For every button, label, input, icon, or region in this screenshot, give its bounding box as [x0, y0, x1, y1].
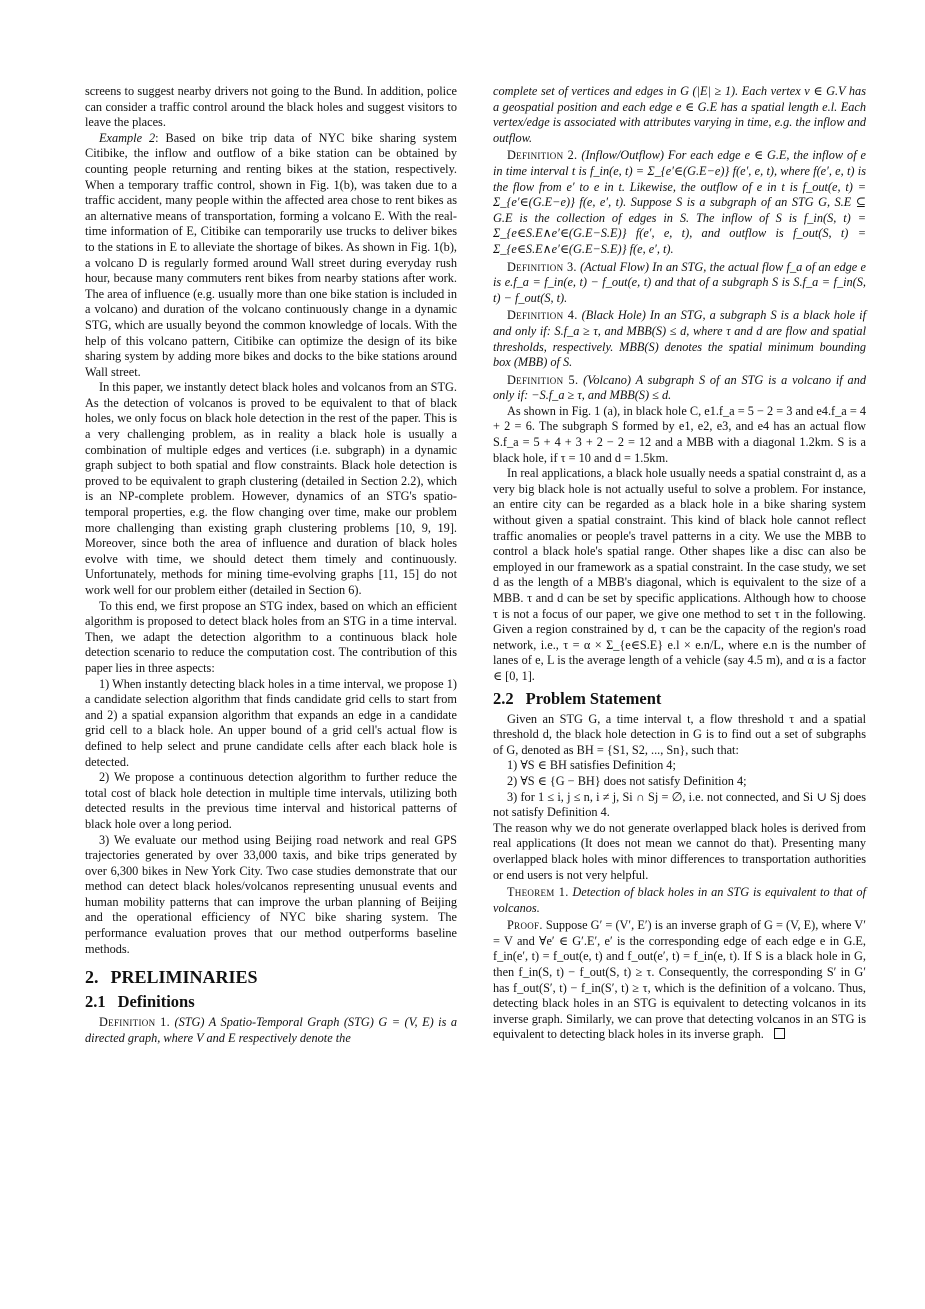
- subsection-title: Definitions: [117, 992, 195, 1012]
- paragraph-overlap-reason: The reason why we do not generate overlapped black holes is derived from real applications (It does not mean we cannot do that). Presenting many overlapped black holes with minor differences to transportation authorities or end users is not very helpful.: [493, 820, 866, 882]
- subsection-title: Problem Statement: [525, 688, 662, 708]
- theorem-1: [493, 885, 866, 916]
- definition-5-label: Definition 5.: [507, 372, 579, 387]
- definition-5: [493, 373, 866, 404]
- definition-1-label: Definition 1.: [99, 1015, 170, 1030]
- qed-square-icon: [774, 1028, 785, 1039]
- definition-2-text: (Inflow/Outflow) For each edge e ∈ G.E, the inflow of e in time interval t is f_in(e, t) = Σ_{e′∈(G.E−e)} f(e′, e, t), where f(e′, e, t) is the flow from e′ to e in t. Likewise, the outflow of e in t is f_out(e, t) = Σ_{e′∈(G.E−e)} f(e, e′, t). Suppose S is a subgraph of an STG G, S.E ⊆ G.E is the collection of edges in S. The inflow of S is f_in(S, t) = Σ_{e∈S.E∧e′∈(G.E−S.E)} f(e′, e, t), and outflow is f_out(S, t) = Σ_{e∈S.E∧e′∈(G.E−S.E)} f(e, e′, t).: [493, 148, 866, 256]
- definition-1-continuation-text: complete set of vertices and edges in G (|E| ≥ 1). Each vertex v ∈ G.V has a geospatial position and each edge e ∈ G.E has a spatial length e.l. Each vertex/edge is associated with attributes varying in time, e.g. the inflow and outflow.: [493, 84, 866, 145]
- paragraph-problem-statement: Given an STG G, a time interval t, a flow threshold τ and a spatial threshold d, the black hole detection in G is to find out a set of subgraphs of G, denoted as BH = {S1, S2, ..., Sn}, such that:: [493, 711, 866, 757]
- definition-4-text: (Black Hole) In an STG, a subgraph S is a black hole if and only if: S.f_a ≥ τ, and MBB(S) ≤ d, where τ and d are flow and spatial thresholds, respectively. MBB(S) denotes the spatial minimum bounding box (MBB) of S.: [493, 308, 866, 370]
- example-2-label: Example 2: [99, 130, 156, 145]
- proof-label: Proof.: [507, 918, 543, 933]
- definition-1-continuation: [493, 84, 866, 146]
- definition-1: [85, 1015, 457, 1046]
- section-number: 2.: [85, 967, 99, 988]
- proof: [493, 918, 866, 1043]
- definition-5-text: (Volcano) A subgraph S of an STG is a volcano if and only if: −S.f_a ≥ τ, and MBB(S) ≤ d.: [493, 372, 866, 403]
- paragraph-real-applications: In real applications, a black hole usually needs a spatial constraint d, as a very big black hole is not actually useful to solve a problem. For instance, an entire city can be regarded as a black hole in a bike sharing system without given a spatial constraint. This kind of black hole cannot reflect traffic anomalies or people's travel patterns in a city. We use the MBB to control a black hole's spatial range. Other shapes like a disc can also be employed in our framework as a spatial constraint. In the case study, we set d as the length of a MBB's diagonal, which is equivalent to the size of a MBB. τ and d can be set by specific applications. Although how to choose τ is not a focus of our paper, we give one method to set τ in the following. Given a region constrained by d, τ can be the capacity of the region's road network, i.e., τ = α × Σ_{e∈S.E} e.l × e.n/L, where e.n is the number of lanes of e, L is the average length of a vehicle (say 4.5 m), and α is a factor ∈ [0, 1].: [493, 466, 866, 683]
- definition-1-text: (STG) A Spatio-Temporal Graph (STG) G = (V, E) is a directed graph, where V and E respectively denote the: [85, 1015, 458, 1045]
- paragraph-intro-continuation: screens to suggest nearby drivers not going to the Bund. In addition, police can consider a traffic control around the black holes and suggest visitors to leave the places.: [85, 84, 457, 130]
- right-column: [493, 84, 866, 1043]
- paragraph-contribution-intro: In this paper, we instantly detect black holes and volcanos from an STG. As the detection of volcanos is proved to be equivalent to that of black holes, we only focus on black hole detection in the rest of the paper. This is a very challenging problem, as in reality a black hole is usually a combination of multiple edges and vertices (i.e. subgraph) in a dynamic graph subject to both spatial and flow constraints. Black hole detection is proved to be equivalent to graph clustering (detailed in Section 2.2), which is an NP-complete problem. However, dynamics of an STG's spatio-temporal properties, e.g. the flow changing over time, make our problem more challenging than existing graph clustering problems [10, 9, 19]. Moreover, since both the area of influence and duration of black holes evolve with time, we should detect them timely and continuously. Unfortunately, methods for mining time-evolving graphs [11, 15] do not work well for our problem either (detailed in Section 6).: [85, 380, 457, 597]
- contribution-2: 2) We propose a continuous detection algorithm to further reduce the total cost of black hole detection in multiple time intervals, utilizing both detected results in the previous time interval and historical patterns of black hole over a long period.: [85, 770, 457, 831]
- definition-2: [493, 148, 866, 257]
- proof-text: Suppose G′ = (V′, E′) is an inverse graph of G = (V, E), where V′ = V and ∀e′ ∈ G′.E′, e′ is the corresponding edge of each edge e in G.E, f_in(e′, t) = f_out(e, t) and f_out(e′, t) = f_in(e, t). If S is a black hole in G, then f_in(S, t) − f_out(S, t) ≥ τ. Consequently, the corresponding S′ in G′ has f_out(S′, t) − f_in(S′, t) ≥ τ, which is the definition of a volcano. Thus, detecting black holes in an STG is equivalent to detecting volcanos in its inverse graph. Similarly, we can prove that detecting volcanos in an STG is equivalent to detecting black holes in its inverse graph.: [493, 918, 866, 1042]
- example-2-paragraph: [85, 131, 457, 381]
- paragraph-approach: To this end, we first propose an STG index, based on which an efficient algorithm is proposed to detect black holes from an STG in a time interval. Then, we adapt the detection algorithm to a continuous black hole detection scenario to reduce the computation cost. The contribution of this paper lies in three aspects:: [85, 598, 457, 675]
- left-column: [85, 84, 457, 1046]
- definition-2-label: Definition 2.: [507, 148, 578, 163]
- theorem-1-text: Detection of black holes in an STG is equivalent to that of volcanos.: [493, 885, 866, 915]
- definition-4: [493, 308, 866, 370]
- definition-4-label: Definition 4.: [507, 308, 578, 323]
- subsection-number: 2.2: [493, 688, 514, 708]
- condition-2: 2) ∀S ∈ {G − BH} does not satisfy Definition 4;: [507, 773, 747, 788]
- definition-3: [493, 260, 866, 307]
- subsection-number: 2.1: [85, 992, 106, 1012]
- definition-3-label: Definition 3.: [507, 259, 577, 274]
- condition-1: 1) ∀S ∈ BH satisfies Definition 4;: [507, 758, 676, 773]
- subsection-heading-problem-statement: [493, 689, 866, 709]
- contribution-1: 1) When instantly detecting black holes in a time interval, we propose 1) a candidate selection algorithm that finds candidate grid cells to start from and 2) a spatial expansion algorithm that expands an edge in a candidate grid cell to a black hole. An upper bound of a grid cell's actual flow is defined to help select and prune candidate cells after each black hole is detected.: [85, 676, 457, 769]
- definition-3-text: (Actual Flow) In an STG, the actual flow f_a of an edge e is e.f_a = f_in(e, t) − f_out(e, t) and that of a subgraph S is S.f_a = f_in(S, t) − f_out(S, t).: [493, 259, 866, 305]
- theorem-1-label: Theorem 1.: [507, 885, 569, 900]
- paragraph-fig-example: As shown in Fig. 1 (a), in black hole C, e1.f_a = 5 − 2 = 3 and e4.f_a = 4 + 2 = 6. The subgraph S formed by e1, e2, e3, and e4 has an actual flow S.f_a = 5 + 4 + 3 + 2 − 2 = 12 and a MBB with a diagonal 1.2km. S is a black hole, if τ = 10 and d = 1.5km.: [493, 403, 866, 465]
- condition-3: 3) for 1 ≤ i, j ≤ n, i ≠ j, Si ∩ Sj = ∅, i.e. not connected, and Si ∪ Sj does not satisfy Definition 4.: [493, 789, 866, 820]
- section-title: PRELIMINARIES: [110, 967, 258, 988]
- subsection-heading-definitions: [85, 992, 457, 1012]
- section-heading-preliminaries: [85, 966, 457, 988]
- contribution-3: 3) We evaluate our method using Beijing road network and real GPS trajectories generated by over 33,000 taxis, and bike trips generated by over 6,300 bikes in New York City. Two case studies demonstrate that our method can detect black holes/volcanos representing unusual events and human mobility patterns that can improve the urban planning of Beijing and the operational efficiency of NYC bike sharing system. The performance evaluation proves that our method outperforms baseline methods.: [85, 832, 457, 956]
- example-2-text: : Based on bike trip data of NYC bike sharing system Citibike, the inflow and outflow of a bike station can be obtained by counting people returning and renting bikes at the station, respectively. When a temporary traffic control, shown in Fig. 1(b), was taken due to a traffic accident, many people within the affected area chose to rent bikes as an alternative means of transportation, forming a volcano E. With the real-time information of E, Citibike can temporarily use trucks to deliver bikes to the stations in E to alleviate the shortage of bikes. As shown in Fig. 1(b), a volcano D is regularly formed around Wall street during everyday rush hour, because many commuters rent bikes from nearby stations after work. The area of influence (e.g. usually more than one bike station is included in a volcano) and duration of the volcano continuously change in a dynamic STG, which are usually beyond the common knowledge of locals. With the help of this volcano pattern, Citibike can optimize the design of its bike sharing system by adding more bikes and docks to the bike stations around Wall street.: [85, 130, 457, 379]
